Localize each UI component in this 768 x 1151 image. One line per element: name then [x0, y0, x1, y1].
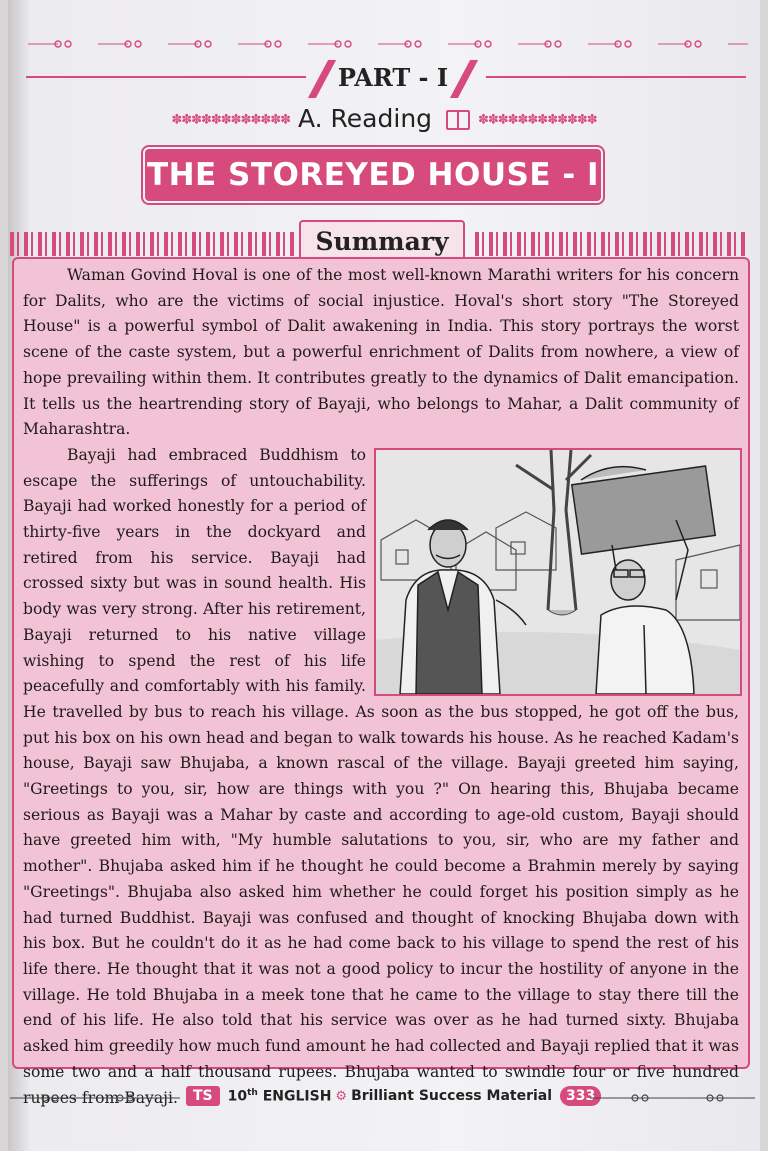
- top-decorative-border: [28, 38, 748, 50]
- footer-label: [186, 1084, 601, 1108]
- gear-icon: ⚙: [335, 1088, 348, 1104]
- story-title-banner: [145, 149, 601, 201]
- page-number: 333: [560, 1086, 601, 1106]
- grade-suffix: th: [247, 1087, 258, 1098]
- slash-left: [308, 60, 336, 98]
- summary-heading-row: [10, 220, 745, 262]
- grade-subject: [228, 1088, 332, 1105]
- summary-paragraph-2: Bayaji had embraced Buddhism to escape the sufferings of untouchability. Bayaji had worked honestly for a period of thirty-five years in the dockyard and retired from his service. Bayaji had crossed sixty but was in sound health. His body was very strong. After his retirement, Bayaji returned to his native village wishing to spend the rest of his life peacefully and comfortably with his family. He travelled by bus to reach his village. As soon as the bus stopped, he got off the bus, put his box on his own head and began to walk towards his house. As he reached Kadam's house, Bayaji saw Bhujaba, a known rascal of the village. Bayaji greeted him saying, "Greetings to you, sir, how are things with you ?" On hearing this, Bhujaba became serious as Bayaji was a Mahar by caste and according to age-old custom, Bayaji should have greeted him with, "My humble salutations to you, sir, who are my father and mother". Bhujaba asked him if he thought he could become a Brahmin merely by saying "Greetings". Bhujaba also asked him whether he could forget his position simply as he had turned Buddhist. Bayaji was confused and thought of knocking Bhujaba down with his box. But he couldn't do it as he had come back to his village to spend the rest of his life there. He thought that it was not a good policy to incur the hostility of anyone in the village. He told Bhujaba in a meek tone that he came to the village to stay there till the end of his life. He also told that his service was over as he had turned sixty. Bhujaba asked him greedily how much fund amount he had collected and Bayaji replied that it was some two and a half thousand rupees. Bhujaba wanted to swindle four or five hundred rupees from Bayaji.: [23, 445, 739, 1107]
- bars-left: [10, 232, 295, 256]
- section-label: A. Reading: [298, 104, 433, 133]
- part-label: PART - I: [337, 62, 449, 92]
- book-icon: [446, 110, 470, 130]
- material-label: Brilliant Success Material: [351, 1088, 553, 1104]
- slash-right: [450, 60, 478, 98]
- section-heading: [0, 104, 768, 133]
- story-illustration: [374, 448, 742, 696]
- state-badge: TS: [186, 1086, 220, 1106]
- stars-left: ✽✽✽✽✽✽✽✽✽✽✽✽: [171, 112, 291, 128]
- part-heading: [26, 58, 746, 98]
- part-label-box: [308, 60, 478, 94]
- footer-line-left: [10, 1092, 180, 1104]
- summary-tab: [299, 220, 465, 262]
- page-footer: [0, 1084, 768, 1110]
- stars-right: ✽✽✽✽✽✽✽✽✽✽✽✽: [477, 112, 597, 128]
- subject-label: ENGLISH: [262, 1088, 332, 1105]
- footer-line-right: [590, 1092, 755, 1104]
- summary-paragraph-1: Waman Govind Hoval is one of the most well-known Marathi writers for his concern for Dalits, who are the victims of social injustice. Hoval's short story "The Storeyed House" is a powerful symbol of Dalit awakening in India. This story portrays the worst scene of the caste system, but a powerful enrichment of Dalits from nowhere, a view of hope prevailing within them. It contributes greatly to the dynamics of Dalit emancipation. It tells us the heartrending story of Bayaji, who belongs to Mahar, a Dalit community of Maharashtra.: [23, 266, 739, 439]
- summary-label: Summary: [315, 226, 449, 256]
- bars-right: [475, 232, 745, 256]
- grade-number: 10: [227, 1088, 248, 1105]
- part-rule-right: [486, 76, 746, 78]
- part-rule-left: [26, 76, 306, 78]
- story-title: THE STOREYED HOUSE - I: [146, 157, 600, 193]
